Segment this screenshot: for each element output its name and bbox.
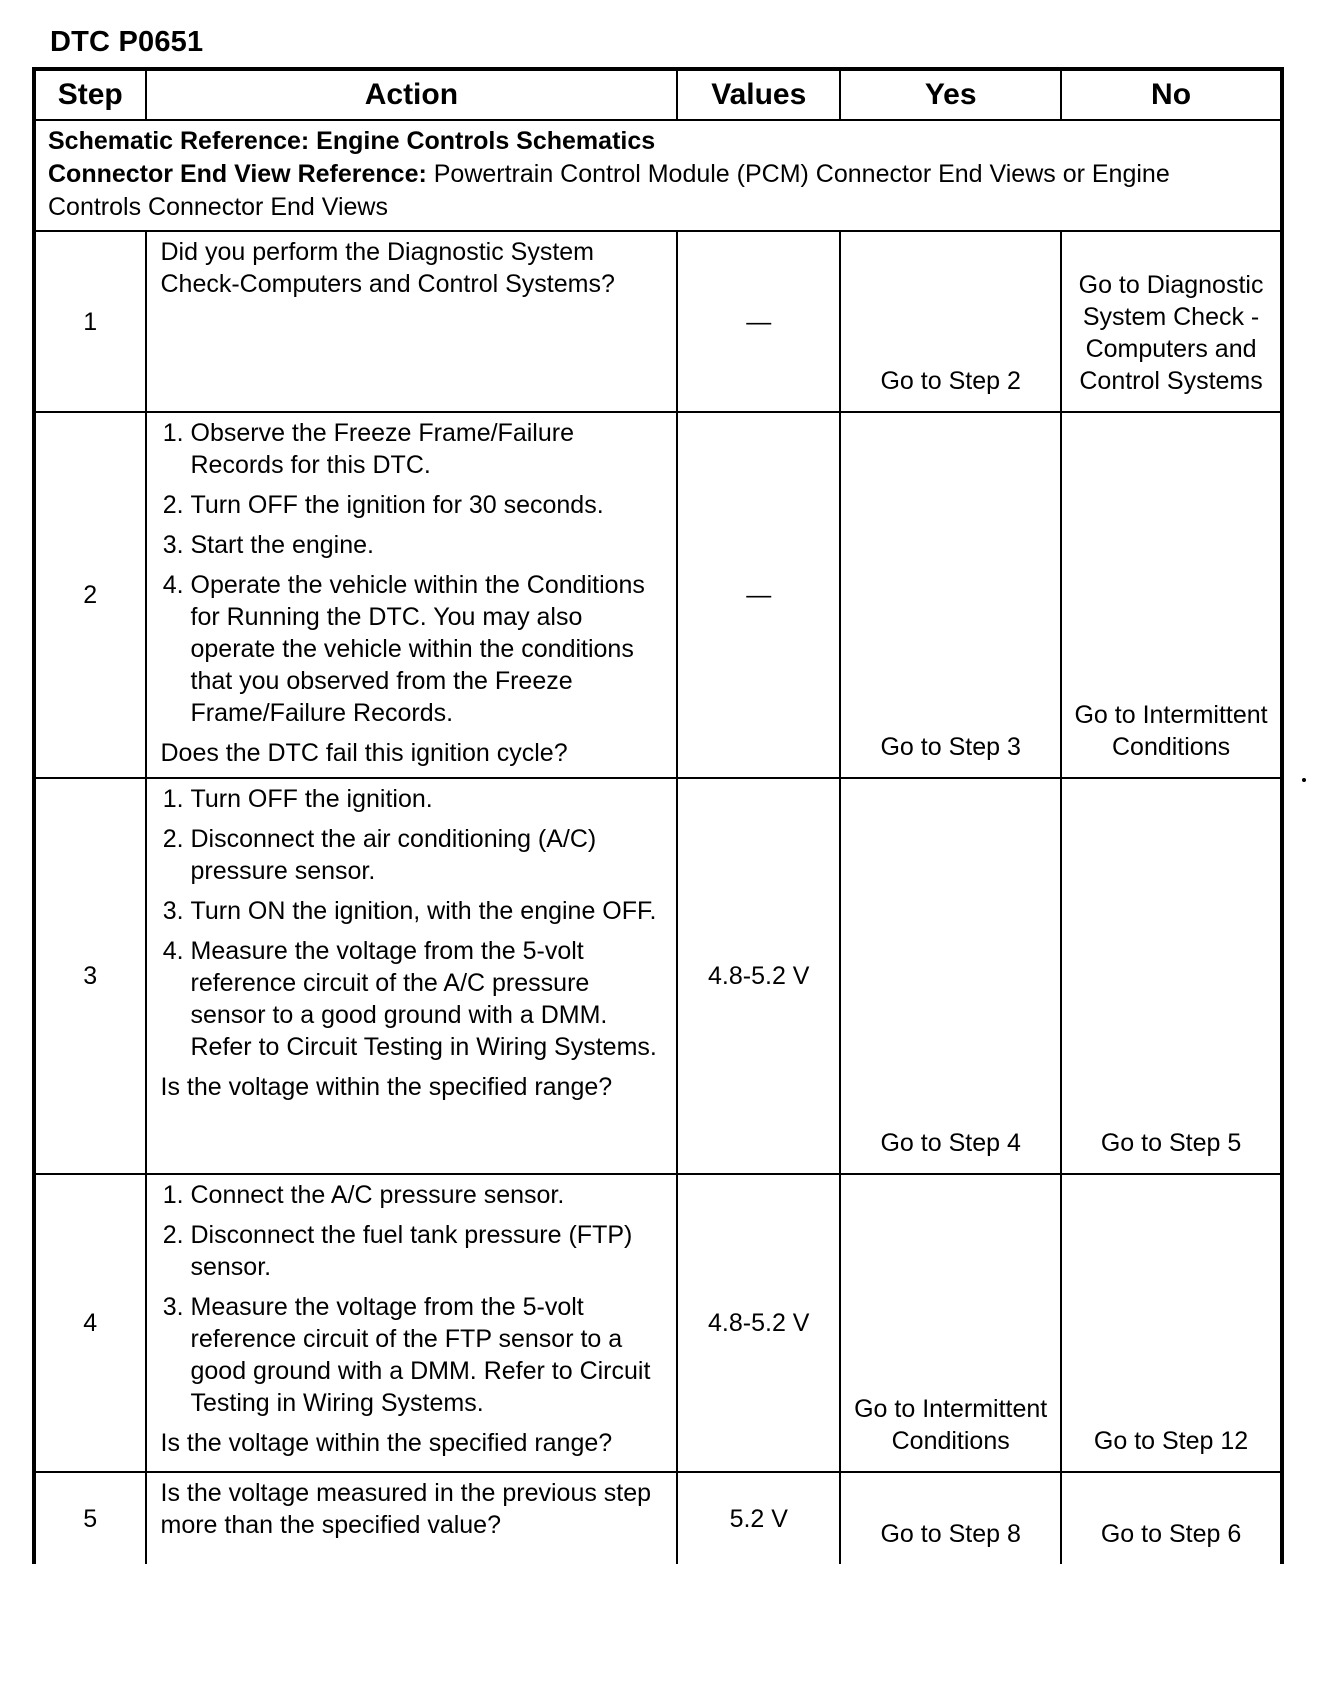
table-row bbox=[34, 1472, 1282, 1564]
action-step-item: 4. Operate the vehicle within the Conditions for Running the DTC. You may also operate the vehicle within the conditions that you observed from the Freeze Frame/Failure Records. bbox=[191, 569, 663, 729]
header-row bbox=[34, 69, 1282, 120]
action-step-item: 3. Turn ON the ignition, with the engine OFF. bbox=[191, 895, 663, 927]
header-action: Action bbox=[146, 69, 678, 120]
action-step-item: 1. Observe the Freeze Frame/Failure Records for this DTC. bbox=[191, 417, 663, 481]
action-question: Is the voltage within the specified range? bbox=[160, 1073, 613, 1101]
values-cell bbox=[677, 778, 840, 1174]
action-step-item: 4. Measure the voltage from the 5-volt reference circuit of the A/C pressure sensor to a good ground with a DMM. Refer to Circuit Testing in Wiring Systems. bbox=[191, 935, 663, 1063]
values-cell bbox=[677, 412, 840, 778]
action-text: Did you perform the Diagnostic System Check-Computers and Control Systems? bbox=[160, 238, 615, 298]
table-row bbox=[34, 412, 1282, 778]
action-cell bbox=[146, 1472, 678, 1564]
action-step-item: 2. Disconnect the air conditioning (A/C) pressure sensor. bbox=[191, 823, 663, 887]
yes-cell: Go to Step 4 bbox=[840, 778, 1061, 1174]
stray-mark bbox=[1302, 778, 1306, 782]
no-cell: Go to Diagnostic System Check - Computers and Control Systems bbox=[1061, 231, 1282, 412]
yes-cell: Go to Step 3 bbox=[840, 412, 1061, 778]
value-text: 5.2 V bbox=[729, 1504, 788, 1533]
value-text: 4.8-5.2 V bbox=[708, 962, 810, 990]
action-step-item: 3. Measure the voltage from the 5-volt reference circuit of the FTP sensor to a good ground with a DMM. Refer to Circuit Testing in Wiring Systems. bbox=[191, 1291, 663, 1419]
action-cell bbox=[146, 1174, 678, 1472]
values-cell bbox=[677, 231, 840, 412]
no-cell: Go to Step 6 bbox=[1061, 1472, 1282, 1564]
table-row bbox=[34, 1174, 1282, 1472]
table-row bbox=[34, 231, 1282, 412]
yes-cell: Go to Step 8 bbox=[840, 1472, 1061, 1564]
yes-cell: Go to Intermittent Conditions bbox=[840, 1174, 1061, 1472]
action-cell bbox=[146, 778, 678, 1174]
action-step-item: 2. Turn OFF the ignition for 30 seconds. bbox=[191, 489, 663, 521]
connector-reference-label: Connector End View Reference: bbox=[48, 160, 427, 188]
reference-row bbox=[34, 120, 1282, 231]
values-cell bbox=[677, 1472, 840, 1564]
step-number: 4 bbox=[34, 1174, 146, 1472]
header-no: No bbox=[1061, 69, 1282, 120]
no-cell: Go to Step 5 bbox=[1061, 778, 1282, 1174]
step-number: 3 bbox=[34, 778, 146, 1174]
values-cell bbox=[677, 1174, 840, 1472]
value-text: 4.8-5.2 V bbox=[708, 1309, 810, 1337]
action-step-item: 3. Start the engine. bbox=[191, 529, 663, 561]
connector-reference-text: Powertrain Control Module (PCM) Connector End Views or Engine Controls Connector End Views bbox=[48, 160, 1170, 221]
schematic-reference: Schematic Reference: Engine Controls Schematics bbox=[48, 127, 656, 155]
step-number: 1 bbox=[34, 231, 146, 412]
header-step: Step bbox=[34, 69, 146, 120]
diagnostic-table bbox=[32, 67, 1284, 1564]
value-text: — bbox=[746, 581, 772, 609]
yes-cell: Go to Step 2 bbox=[840, 231, 1061, 412]
action-question: Does the DTC fail this ignition cycle? bbox=[160, 739, 568, 767]
action-steps-list bbox=[161, 417, 663, 729]
table-row bbox=[34, 778, 1282, 1174]
action-text: Is the voltage measured in the previous step more than the specified value? bbox=[160, 1479, 652, 1539]
action-steps-list bbox=[161, 783, 663, 1063]
header-yes: Yes bbox=[840, 69, 1061, 120]
action-cell bbox=[146, 412, 678, 778]
action-step-item: 1. Turn OFF the ignition. bbox=[191, 783, 663, 815]
action-step-item: 2. Disconnect the fuel tank pressure (FTP) sensor. bbox=[191, 1219, 663, 1283]
no-cell: Go to Step 12 bbox=[1061, 1174, 1282, 1472]
reference-cell bbox=[34, 120, 1282, 231]
action-cell bbox=[146, 231, 678, 412]
no-cell: Go to Intermittent Conditions bbox=[1061, 412, 1282, 778]
step-number: 5 bbox=[34, 1472, 146, 1564]
header-values: Values bbox=[677, 69, 840, 120]
step-number: 2 bbox=[34, 412, 146, 778]
action-step-item: 1. Connect the A/C pressure sensor. bbox=[191, 1179, 663, 1211]
action-question: Is the voltage within the specified range? bbox=[160, 1429, 613, 1457]
page-title: DTC P0651 bbox=[50, 26, 204, 58]
action-steps-list bbox=[161, 1179, 663, 1419]
value-text: — bbox=[746, 307, 772, 336]
